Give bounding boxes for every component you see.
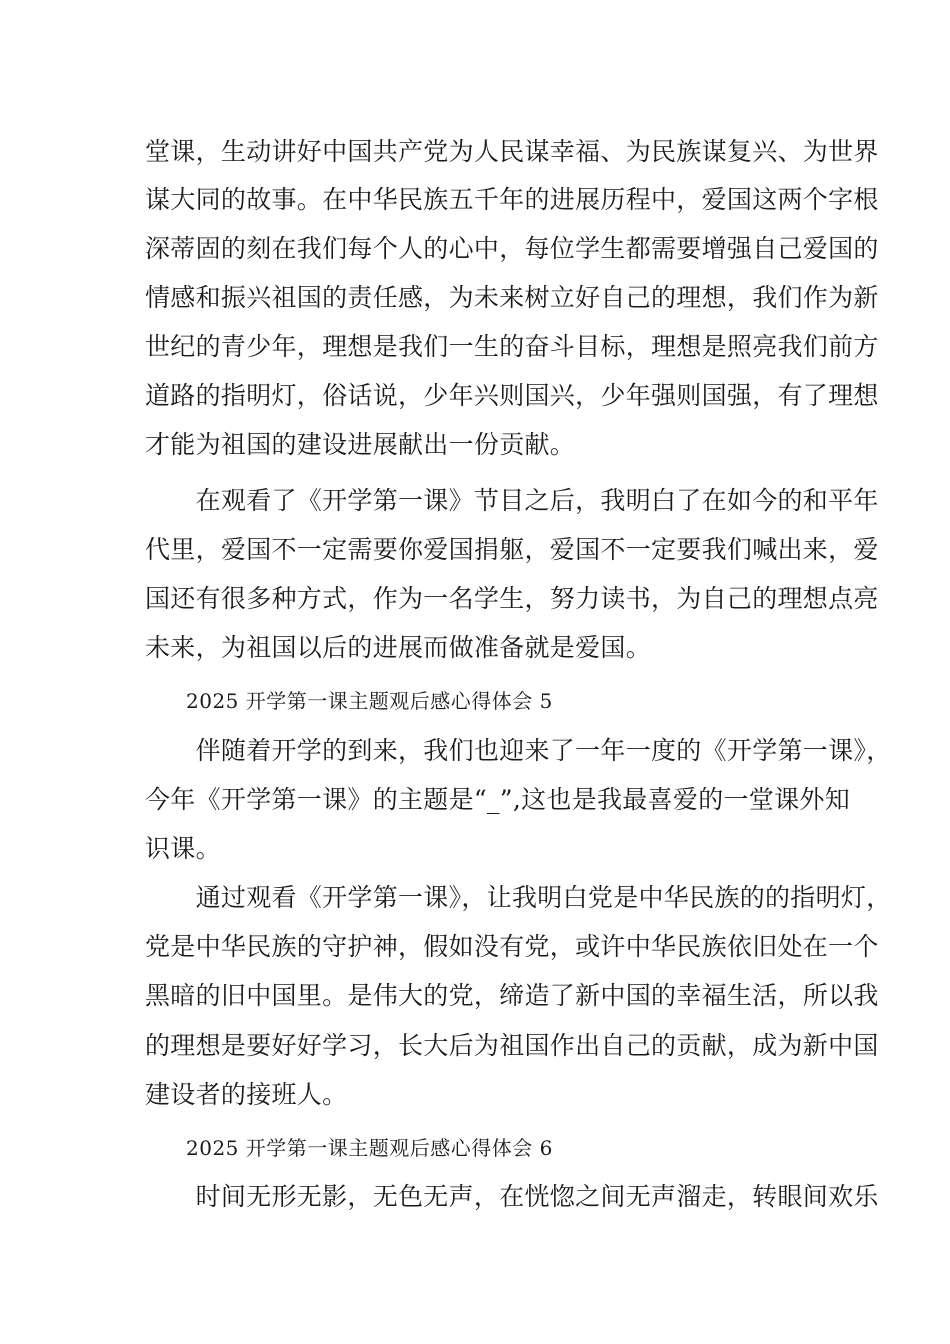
body-text-line: 道路的指明灯，俗话说，少年兴则国兴，少年强则国强，有了理想 (145, 381, 879, 410)
paragraph-start-line: 时间无形无影，无色无声，在恍惚之间无声溜走，转眼间欢乐 (145, 1182, 879, 1211)
paragraph-start-line: 伴随着开学的到来，我们也迎来了一年一度的《开学第一课》， (145, 736, 892, 765)
section-heading: 2025 开学第一课主题观后感心得体会 6 (145, 1136, 553, 1160)
body-text-line: 识课。 (145, 834, 221, 863)
body-text-line: 今年《开学第一课》的主题是“_”,这也是我最喜爱的一堂课外知 (145, 785, 851, 814)
paragraph-start-line: 在观看了《开学第一课》节目之后，我明白了在如今的和平年 (145, 486, 879, 515)
body-text-line: 代里，爱国不一定需要你爱国捐躯，爱国不一定要我们喊出来，爱 (145, 535, 879, 564)
body-text-line: 深蒂固的刻在我们每个人的心中，每位学生都需要增强自己爱国的 (145, 234, 879, 263)
section-heading: 2025 开学第一课主题观后感心得体会 5 (145, 689, 553, 713)
body-text-line: 未来，为祖国以后的进展而做准备就是爱国。 (145, 633, 652, 662)
body-text-line: 党是中华民族的守护神，假如没有党，或许中华民族依旧处在一个 (145, 932, 879, 961)
body-text-line: 建设者的接班人。 (145, 1080, 348, 1109)
body-text-line: 堂课，生动讲好中国共产党为人民谋幸福、为民族谋复兴、为世界 (145, 137, 879, 166)
body-text-line: 国还有很多种方式，作为一名学生，努力读书，为自己的理想点亮 (145, 584, 879, 613)
paragraph-start-line: 通过观看《开学第一课》，让我明白党是中华民族的的指明灯， (145, 883, 892, 912)
body-text-line: 世纪的青少年，理想是我们一生的奋斗目标，理想是照亮我们前方 (145, 332, 879, 361)
body-text-line: 情感和振兴祖国的责任感，为未来树立好自己的理想，我们作为新 (145, 283, 879, 312)
body-text-line: 才能为祖国的建设进展献出一份贡献。 (145, 430, 576, 459)
body-text-line: 谋大同的故事。在中华民族五千年的进展历程中，爱国这两个字根 (145, 185, 879, 214)
body-text-line: 的理想是要好好学习，长大后为祖国作出自己的贡献，成为新中国 (145, 1031, 879, 1060)
body-text-line: 黑暗的旧中国里。是伟大的党，缔造了新中国的幸福生活，所以我 (145, 981, 879, 1010)
